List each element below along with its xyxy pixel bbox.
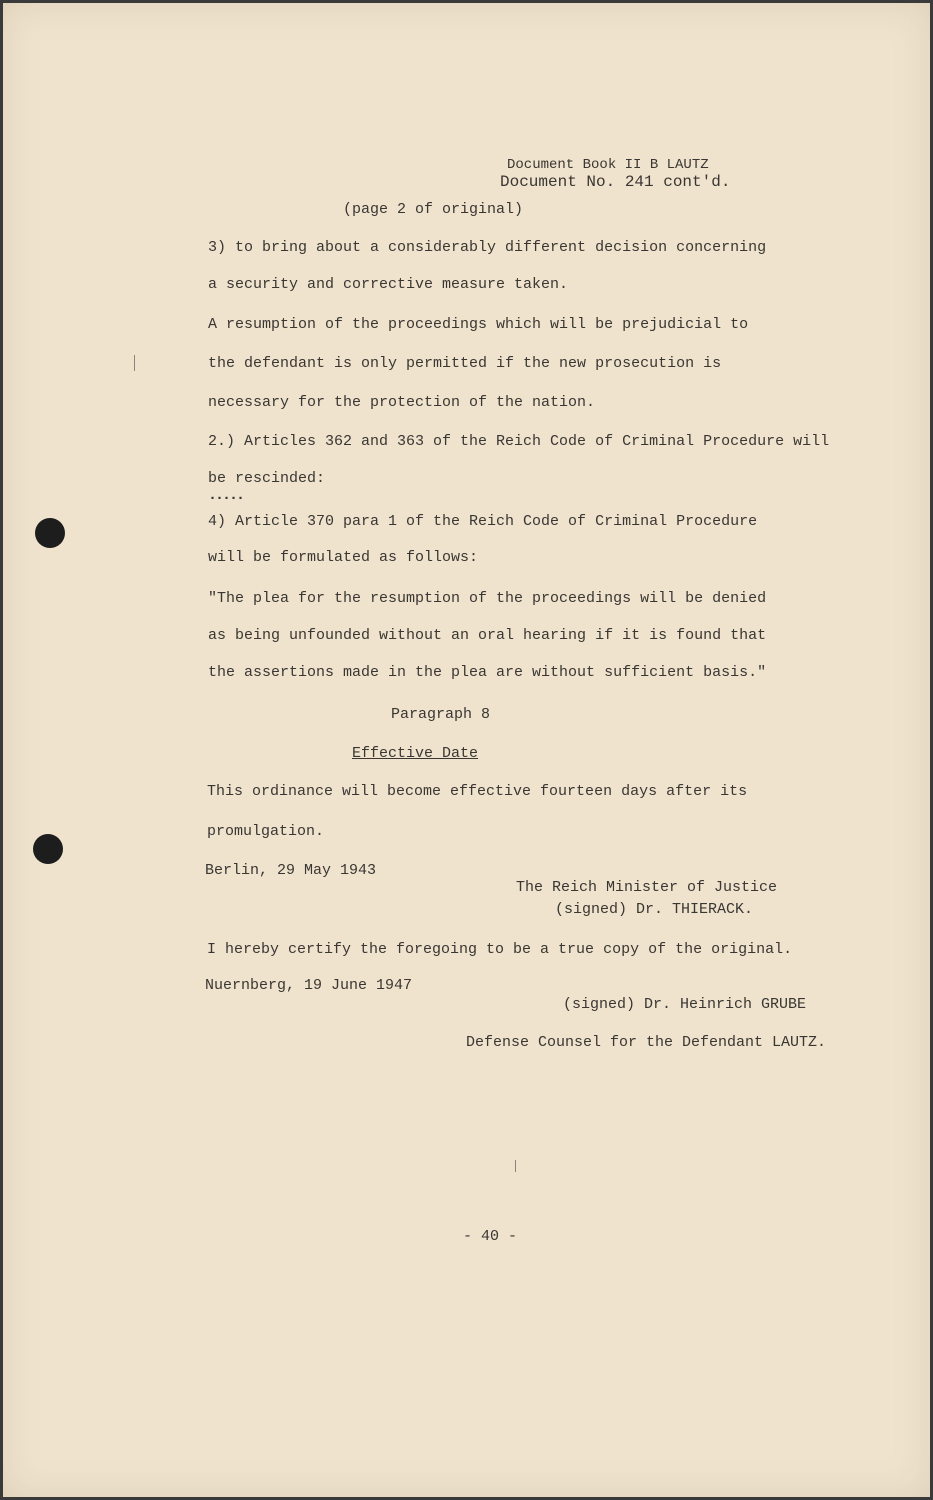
punch-hole-top <box>35 518 65 548</box>
scan-mark <box>515 1160 516 1172</box>
minister-title: The Reich Minister of Justice <box>516 879 778 896</box>
paragraph-number: Paragraph 8 <box>391 706 491 723</box>
body-line: as being unfounded without an oral hearing if it is found that <box>208 627 767 644</box>
ellipsis: ..... <box>208 487 244 504</box>
body-line: "The plea for the resumption of the proceedings will be denied <box>208 590 767 607</box>
body-line: A resumption of the proceedings which will be prejudicial to <box>208 316 749 333</box>
page-reference: (page 2 of original) <box>343 201 524 218</box>
body-line: the assertions made in the plea are without sufficient basis." <box>208 664 767 681</box>
body-line: a security and corrective measure taken. <box>208 276 569 293</box>
page-number: - 40 - <box>463 1228 518 1245</box>
body-line: 4) Article 370 para 1 of the Reich Code of Criminal Procedure <box>208 513 758 530</box>
counsel-signature: (signed) Dr. Heinrich GRUBE <box>563 996 807 1013</box>
scan-mark <box>134 355 135 371</box>
body-line: will be formulated as follows: <box>208 549 479 566</box>
body-line: be rescinded: <box>208 470 326 487</box>
counsel-title: Defense Counsel for the Defendant LAUTZ. <box>466 1034 827 1051</box>
body-line: 2.) Articles 362 and 363 of the Reich Code of Criminal Procedure will <box>208 433 830 450</box>
place-date: Berlin, 29 May 1943 <box>205 862 377 879</box>
punch-hole-bottom <box>33 834 63 864</box>
certification-text: I hereby certify the foregoing to be a true copy of the original. <box>207 941 793 958</box>
closing-line: This ordinance will become effective fourteen days after its <box>207 783 748 800</box>
document-book-line: Document Book II B LAUTZ <box>507 157 709 173</box>
body-line: 3) to bring about a considerably different decision concerning <box>208 239 767 256</box>
closing-line: promulgation. <box>207 823 325 840</box>
body-line: necessary for the protection of the nation. <box>208 394 596 411</box>
document-number-line: Document No. 241 cont'd. <box>500 173 731 191</box>
section-heading: Effective Date <box>352 745 479 762</box>
certification-place-date: Nuernberg, 19 June 1947 <box>205 977 413 994</box>
minister-signature: (signed) Dr. THIERACK. <box>555 901 754 918</box>
body-line: the defendant is only permitted if the new prosecution is <box>208 355 722 372</box>
